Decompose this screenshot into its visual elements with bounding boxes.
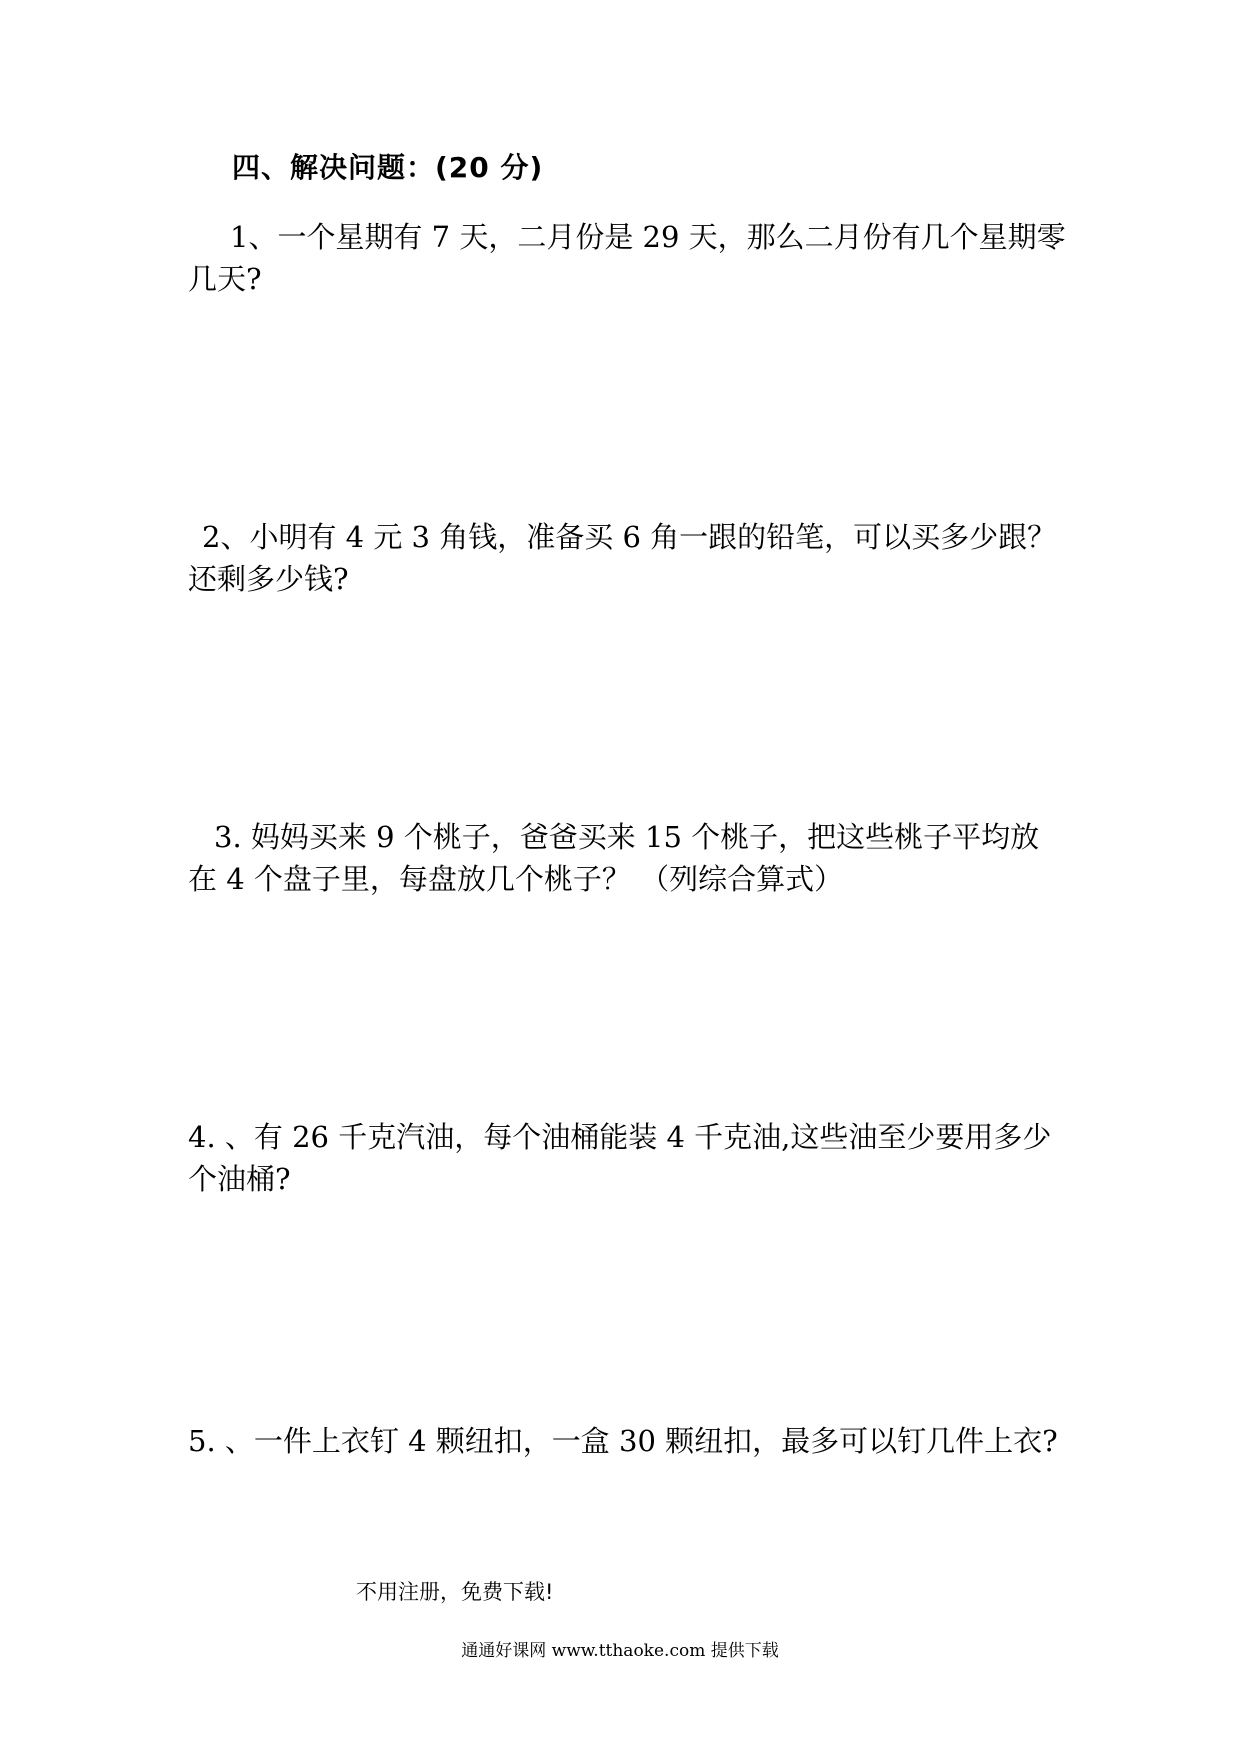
download-notice: 不用注册，免费下载! — [356, 1580, 554, 1604]
question-2: 2、小明有 4 元 3 角钱，准备买 6 角一跟的铅笔，可以买多少跟？还剩多少钱? — [188, 520, 1057, 596]
question-1: 1、一个星期有 7 天，二月份是 29 天，那么二月份有几个星期零几天? — [188, 220, 1066, 296]
page-footer: 通通好课网 www.tthaoke.com 提供下载 — [461, 1641, 779, 1661]
question-4: 4. 、有 26 千克汽油，每个油桶能装 4 千克油,这些油至少要用多少个油桶? — [188, 1120, 1052, 1196]
question-3: 3. 妈妈买来 9 个桃子，爸爸买来 15 个桃子，把这些桃子平均放在 4 个盘子里，每盘放几个桃子？ （列综合算式） — [188, 820, 1040, 896]
question-5: 5. 、一件上衣钉 4 颗纽扣，一盒 30 颗纽扣，最多可以钉几件上衣? — [188, 1424, 1058, 1458]
section-title: 四、解决问题：(20 分) — [232, 151, 544, 184]
